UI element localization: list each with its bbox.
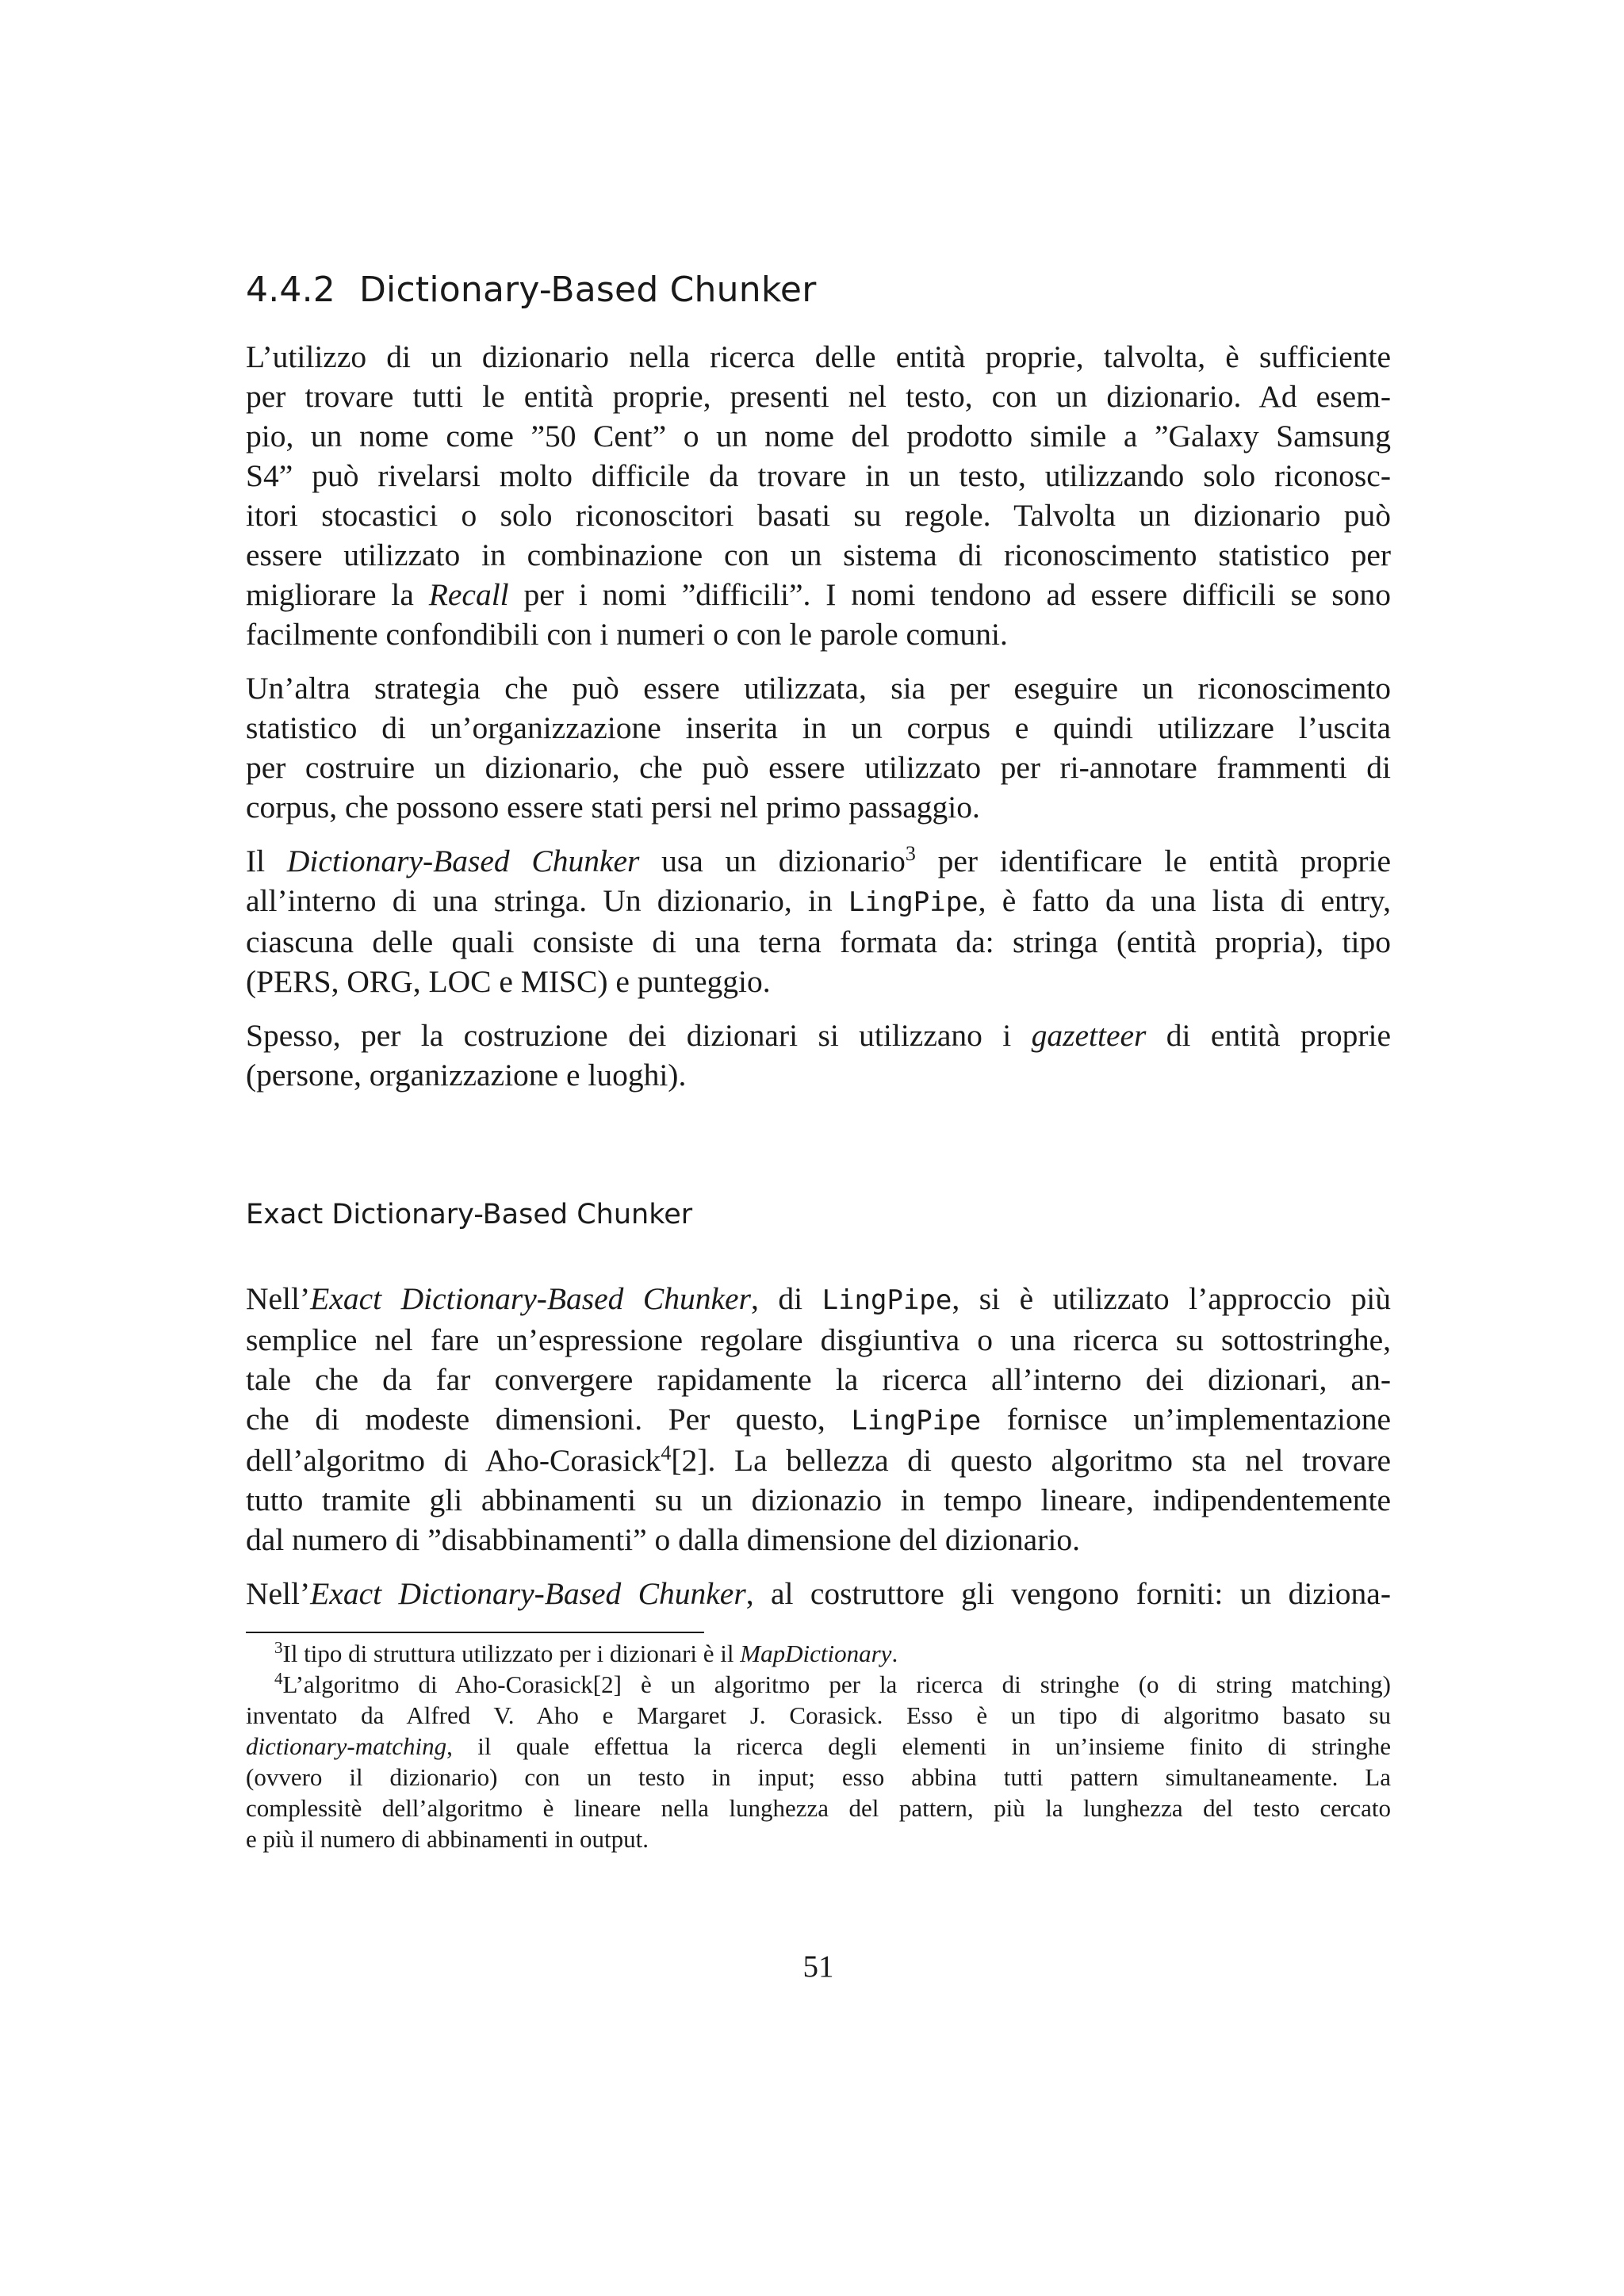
text-line [246, 1016, 1391, 1055]
text-line [246, 1441, 1391, 1480]
italic-term: Recall [428, 577, 509, 612]
italic-term: Exact Dictionary-Based Chunker [310, 1281, 751, 1316]
text-line: S4” può rivelarsi molto difficile da trovare in un testo, utilizzando solo riconosc- [246, 458, 1391, 493]
section-number: 4.4.2 [246, 270, 335, 310]
section-heading [246, 270, 817, 310]
paragraph-3 [246, 841, 1391, 1001]
section-body [246, 337, 1391, 1109]
footnotes [246, 1638, 1391, 1854]
text-line: ciascuna delle quali consiste di una terna formata da: stringa (entità propria), tipo [246, 924, 1391, 959]
text-line: per costruire un dizionario, che può essere utilizzato per ri-annotare frammenti di [246, 750, 1391, 785]
text-line: facilmente confondibili con i numeri o con le parole comuni. [246, 617, 1008, 652]
footnote-mark: 4 [274, 1669, 283, 1688]
paragraph-2 [246, 668, 1391, 827]
footnote-4 [246, 1669, 1391, 1854]
text-line: tale che da far convergere rapidamente la ricerca all’interno dei dizionari, an- [246, 1362, 1391, 1397]
text-line: corpus, che possono essere stati persi nel primo passaggio. [246, 790, 980, 825]
footnote-mark: 3 [905, 842, 916, 865]
code-term: LingPipe [848, 886, 979, 918]
text-line [246, 1731, 1391, 1762]
italic-term: Dictionary-Based Chunker [286, 844, 640, 878]
paragraph-5 [246, 1279, 1391, 1559]
text-span: L’algoritmo di Aho-Corasick[2] è un algoritmo per la ricerca di stringhe (o di string matching) [282, 1670, 1391, 1698]
text-span: Il [246, 844, 287, 878]
text-line [246, 1399, 1391, 1441]
text-line [246, 575, 1391, 614]
text-span: Spesso, per la costruzione dei dizionari si utilizzano i [246, 1018, 1032, 1053]
text-span: Il tipo di struttura utilizzato per i dizionari è il [282, 1640, 741, 1667]
text-line: dal numero di ”disabbinamenti” o dalla dimensione del dizionario. [246, 1522, 1080, 1557]
italic-term: Exact Dictionary-Based Chunker [310, 1576, 746, 1611]
text-span: , al costruttore gli vengono forniti: un diziona- [745, 1576, 1391, 1611]
text-line: essere utilizzato in combinazione con un sistema di riconoscimento statistico per [246, 538, 1391, 572]
text-line: statistico di un’organizzazione inserita in un corpus e quindi utilizzare l’uscita [246, 710, 1391, 745]
paragraph-1 [246, 337, 1391, 654]
text-span: dell’algoritmo di Aho-Corasick [246, 1443, 661, 1478]
text-line: Un’altra strategia che può essere utilizzata, sia per eseguire un riconoscimento [246, 671, 1391, 706]
text-span: , si è utilizzato l’approccio più [952, 1281, 1391, 1316]
text-line: itori stocastici o solo riconoscitori basati su regole. Talvolta un dizionario può [246, 498, 1391, 533]
text-span: Nell’ [246, 1281, 311, 1316]
text-line: pio, un nome come ”50 Cent” o un nome del prodotto simile a ”Galaxy Samsung [246, 419, 1391, 453]
text-span: , di [750, 1281, 822, 1316]
italic-term: dictionary-matching [246, 1732, 447, 1760]
footnote-3 [246, 1638, 1391, 1669]
text-span: , il quale effettua la ricerca degli elementi in un’insieme finito di stringhe [446, 1732, 1391, 1760]
subsection-body [246, 1279, 1391, 1628]
paragraph-4 [246, 1016, 1391, 1095]
text-line: e più il numero di abbinamenti in output. [246, 1825, 649, 1853]
text-span: . [891, 1640, 898, 1667]
text-line: (persone, organizzazione e luoghi). [246, 1058, 687, 1093]
text-span: fornisce un’implementazione [981, 1402, 1391, 1437]
text-span: per i nomi ”difficili”. I nomi tendono ad essere difficili se sono [508, 577, 1391, 612]
footnote-rule [246, 1632, 704, 1633]
text-span: che di modeste dimensioni. Per questo, [246, 1402, 852, 1437]
text-span: Nell’ [246, 1576, 311, 1611]
text-line: tutto tramite gli abbinamenti su un dizionazio in tempo lineare, indipendentemente [246, 1483, 1391, 1517]
text-line: complessitè dell’algoritmo è lineare nella lunghezza del pattern, più la lunghezza del testo cercato [246, 1794, 1391, 1822]
footnote-mark: 4 [661, 1441, 672, 1464]
text-span: di entità proprie [1146, 1018, 1391, 1053]
text-line [246, 1669, 1391, 1700]
text-line [246, 1279, 1391, 1320]
text-line: inventato da Alfred V. Aho e Margaret J. Corasick. Esso è un tipo di algoritmo basato su [246, 1701, 1391, 1729]
code-term: LingPipe [822, 1284, 952, 1316]
text-line: (PERS, ORG, LOC e MISC) e punteggio. [246, 964, 771, 999]
footnote-mark: 3 [274, 1638, 283, 1657]
text-line [246, 841, 1391, 881]
text-line [246, 881, 1391, 922]
text-line: per trovare tutti le entità proprie, presenti nel testo, con un dizionario. Ad esem- [246, 379, 1391, 414]
text-line: semplice nel fare un’espressione regolare disgiuntiva o una ricerca su sottostringhe, [246, 1322, 1391, 1357]
text-span: migliorare la [246, 577, 429, 612]
italic-term: gazetteer [1031, 1018, 1147, 1053]
text-span: all’interno di una stringa. Un dizionario, in [246, 883, 848, 918]
text-span: [2]. La bellezza di questo algoritmo sta nel trovare [671, 1443, 1391, 1478]
text-span: , è fatto da una lista di entry, [978, 883, 1391, 918]
page-number: 51 [802, 1950, 834, 1984]
text-line [246, 1638, 1391, 1669]
text-line [246, 1574, 1391, 1613]
code-term: LingPipe [851, 1405, 982, 1437]
section-title: Dictionary-Based Chunker [358, 270, 817, 310]
subsection-heading: Exact Dictionary-Based Chunker [246, 1199, 693, 1230]
text-span: usa un dizionario [639, 844, 906, 878]
paragraph-6 [246, 1574, 1391, 1613]
text-line: L’utilizzo di un dizionario nella ricerca delle entità proprie, talvolta, è sufficiente [246, 339, 1391, 374]
text-span: per identificare le entità proprie [915, 844, 1391, 878]
text-line: (ovvero il dizionario) con un testo in input; esso abbina tutti pattern simultaneamente. La [246, 1763, 1391, 1791]
italic-term: MapDictionary [740, 1640, 892, 1667]
document-page [246, 0, 1391, 2296]
